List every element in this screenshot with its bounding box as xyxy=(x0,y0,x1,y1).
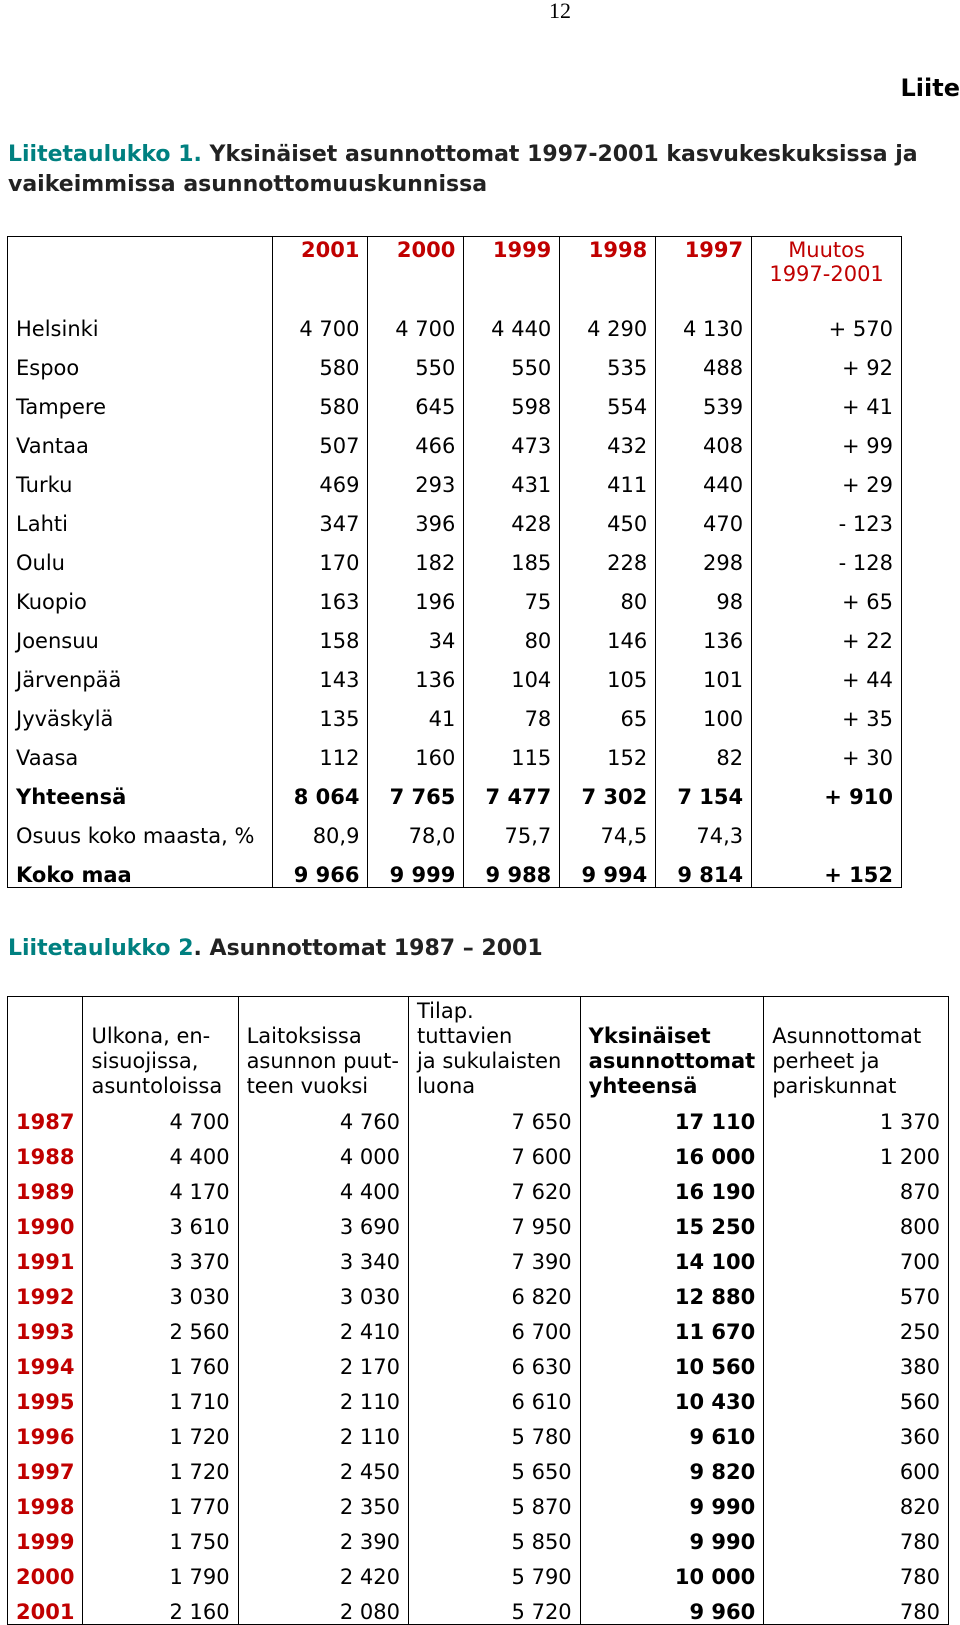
value-cell: 7 950 xyxy=(408,1204,580,1239)
value-cell: 135 xyxy=(272,692,368,731)
value-cell: 5 650 xyxy=(408,1449,580,1484)
table2-row xyxy=(8,1169,949,1204)
table2-col-header xyxy=(83,997,238,1100)
year-cell: 1994 xyxy=(8,1344,83,1379)
value-cell: 6 700 xyxy=(408,1309,580,1344)
value-cell: 2 410 xyxy=(238,1309,408,1344)
table1 xyxy=(7,236,902,888)
table1-year-header: 2000 xyxy=(368,237,464,303)
row-label: Oulu xyxy=(8,536,273,575)
value-cell: 82 xyxy=(656,731,752,770)
value-cell: 488 xyxy=(656,341,752,380)
table1-row xyxy=(8,536,902,575)
header-line: yhteensä xyxy=(589,1074,698,1098)
table1-body xyxy=(8,302,902,888)
table2-caption-text: . Asunnottomat 1987 – 2001 xyxy=(194,936,543,961)
value-cell: 347 xyxy=(272,497,368,536)
value-cell: 4 290 xyxy=(560,302,656,341)
appendix-title: Liite xyxy=(901,74,960,102)
year-cell: 1990 xyxy=(8,1204,83,1239)
table1-caption xyxy=(8,140,958,200)
value-cell: 598 xyxy=(464,380,560,419)
value-cell: 6 610 xyxy=(408,1379,580,1414)
value-cell: 293 xyxy=(368,458,464,497)
year-cell: 1992 xyxy=(8,1274,83,1309)
value-cell: 440 xyxy=(656,458,752,497)
value-cell: 1 710 xyxy=(83,1379,238,1414)
value-cell: 7 765 xyxy=(368,770,464,809)
value-cell: 196 xyxy=(368,575,464,614)
value-cell: 12 880 xyxy=(580,1274,764,1309)
value-cell: 146 xyxy=(560,614,656,653)
value-cell: 298 xyxy=(656,536,752,575)
table2-row xyxy=(8,1099,949,1134)
value-cell: 152 xyxy=(560,731,656,770)
table1-year-header: 1999 xyxy=(464,237,560,303)
table1-row xyxy=(8,614,902,653)
value-cell: 700 xyxy=(764,1239,949,1274)
table1-row xyxy=(8,731,902,770)
value-cell: 820 xyxy=(764,1484,949,1519)
row-label: Lahti xyxy=(8,497,273,536)
value-cell: 9 999 xyxy=(368,848,464,888)
value-cell: 143 xyxy=(272,653,368,692)
table1-row xyxy=(8,341,902,380)
table1-row xyxy=(8,497,902,536)
value-cell: 250 xyxy=(764,1309,949,1344)
year-cell: 1995 xyxy=(8,1379,83,1414)
table1-row xyxy=(8,770,902,809)
value-cell: 469 xyxy=(272,458,368,497)
value-cell: 360 xyxy=(764,1414,949,1449)
value-cell: 9 990 xyxy=(580,1519,764,1554)
header-line: ja sukulaisten xyxy=(417,1049,561,1073)
value-cell: 428 xyxy=(464,497,560,536)
table2-row xyxy=(8,1449,949,1484)
value-cell: 7 154 xyxy=(656,770,752,809)
table1-row xyxy=(8,653,902,692)
header-line: Asunnottomat xyxy=(772,1024,921,1048)
value-cell: 10 560 xyxy=(580,1344,764,1379)
value-cell: 158 xyxy=(272,614,368,653)
header-line: sisuojissa, xyxy=(91,1049,198,1073)
value-cell: 78,0 xyxy=(368,809,464,848)
header-line: asuntoloissa xyxy=(91,1074,222,1098)
value-cell: 4 760 xyxy=(238,1099,408,1134)
value-cell: 411 xyxy=(560,458,656,497)
value-cell: 9 960 xyxy=(580,1589,764,1625)
value-cell: 80 xyxy=(464,614,560,653)
value-cell: 466 xyxy=(368,419,464,458)
row-label: Vaasa xyxy=(8,731,273,770)
table2-row xyxy=(8,1344,949,1379)
table2 xyxy=(7,996,949,1625)
value-cell: 9 820 xyxy=(580,1449,764,1484)
value-cell: 2 450 xyxy=(238,1449,408,1484)
table2-row xyxy=(8,1239,949,1274)
change-cell: + 22 xyxy=(752,614,902,653)
value-cell: 645 xyxy=(368,380,464,419)
table2-row xyxy=(8,1554,949,1589)
value-cell: 8 064 xyxy=(272,770,368,809)
table2-caption-label: Liitetaulukko 2 xyxy=(8,936,194,961)
value-cell: 550 xyxy=(368,341,464,380)
value-cell: 78 xyxy=(464,692,560,731)
value-cell: 2 390 xyxy=(238,1519,408,1554)
value-cell: 80 xyxy=(560,575,656,614)
change-cell: + 30 xyxy=(752,731,902,770)
table1-year-header: 1998 xyxy=(560,237,656,303)
value-cell: 185 xyxy=(464,536,560,575)
value-cell: 34 xyxy=(368,614,464,653)
value-cell: 115 xyxy=(464,731,560,770)
value-cell: 3 690 xyxy=(238,1204,408,1239)
row-label: Vantaa xyxy=(8,419,273,458)
table2-col-header xyxy=(764,997,949,1100)
value-cell: 870 xyxy=(764,1169,949,1204)
value-cell: 2 350 xyxy=(238,1484,408,1519)
change-cell: + 99 xyxy=(752,419,902,458)
value-cell: 4 700 xyxy=(272,302,368,341)
value-cell: 550 xyxy=(464,341,560,380)
value-cell: 7 600 xyxy=(408,1134,580,1169)
header-line: asunnon puut- xyxy=(247,1049,399,1073)
value-cell: 182 xyxy=(368,536,464,575)
value-cell: 11 670 xyxy=(580,1309,764,1344)
header-line: asunnottomat xyxy=(589,1049,756,1073)
year-cell: 1996 xyxy=(8,1414,83,1449)
table2-row xyxy=(8,1379,949,1414)
value-cell: 101 xyxy=(656,653,752,692)
row-label: Jyväskylä xyxy=(8,692,273,731)
value-cell: 100 xyxy=(656,692,752,731)
value-cell: 3 610 xyxy=(83,1204,238,1239)
value-cell: 2 110 xyxy=(238,1379,408,1414)
change-cell: - 128 xyxy=(752,536,902,575)
table1-row xyxy=(8,380,902,419)
value-cell: 2 080 xyxy=(238,1589,408,1625)
value-cell: 5 870 xyxy=(408,1484,580,1519)
value-cell: 4 700 xyxy=(368,302,464,341)
table1-row xyxy=(8,575,902,614)
value-cell: 4 400 xyxy=(238,1169,408,1204)
value-cell: 75 xyxy=(464,575,560,614)
table1-change-header xyxy=(752,237,902,303)
header-line: pariskunnat xyxy=(772,1074,896,1098)
table2-header-blank xyxy=(8,997,83,1100)
row-label: Turku xyxy=(8,458,273,497)
change-cell: + 35 xyxy=(752,692,902,731)
year-cell: 1991 xyxy=(8,1239,83,1274)
row-label: Helsinki xyxy=(8,302,273,341)
year-cell: 1993 xyxy=(8,1309,83,1344)
year-cell: 2001 xyxy=(8,1589,83,1625)
value-cell: 9 966 xyxy=(272,848,368,888)
value-cell: 780 xyxy=(764,1554,949,1589)
value-cell: 1 720 xyxy=(83,1414,238,1449)
header-line: perheet ja xyxy=(772,1049,879,1073)
table1-row xyxy=(8,692,902,731)
table1-caption-label: Liitetaulukko 1. xyxy=(8,142,202,167)
value-cell: 17 110 xyxy=(580,1099,764,1134)
value-cell: 3 030 xyxy=(238,1274,408,1309)
value-cell: 5 780 xyxy=(408,1414,580,1449)
value-cell: 4 130 xyxy=(656,302,752,341)
value-cell: 9 814 xyxy=(656,848,752,888)
value-cell: 1 370 xyxy=(764,1099,949,1134)
value-cell: 105 xyxy=(560,653,656,692)
header-line: Laitoksissa xyxy=(247,1024,362,1048)
value-cell: 5 790 xyxy=(408,1554,580,1589)
value-cell: 7 302 xyxy=(560,770,656,809)
value-cell: 2 420 xyxy=(238,1554,408,1589)
value-cell: 163 xyxy=(272,575,368,614)
table2-header-row xyxy=(8,997,949,1100)
value-cell: 9 990 xyxy=(580,1484,764,1519)
value-cell: 473 xyxy=(464,419,560,458)
table2-row xyxy=(8,1274,949,1309)
table1-year-header: 2001 xyxy=(272,237,368,303)
table2-col-header xyxy=(580,997,764,1100)
value-cell: 580 xyxy=(272,380,368,419)
value-cell: 780 xyxy=(764,1589,949,1625)
header-line: Yksinäiset xyxy=(589,1024,711,1048)
table2-row xyxy=(8,1309,949,1344)
value-cell: 2 560 xyxy=(83,1309,238,1344)
table1-row xyxy=(8,458,902,497)
value-cell: 2 170 xyxy=(238,1344,408,1379)
value-cell: 65 xyxy=(560,692,656,731)
value-cell: 507 xyxy=(272,419,368,458)
table2-body xyxy=(8,1099,949,1625)
year-cell: 1987 xyxy=(8,1099,83,1134)
value-cell: 580 xyxy=(272,341,368,380)
change-header-line1: Muutos xyxy=(788,238,865,262)
value-cell: 780 xyxy=(764,1519,949,1554)
value-cell: 1 720 xyxy=(83,1449,238,1484)
header-line: Ulkona, en- xyxy=(91,1024,210,1048)
table2-row xyxy=(8,1589,949,1625)
table1-header-row xyxy=(8,237,902,303)
value-cell: 7 620 xyxy=(408,1169,580,1204)
value-cell: 570 xyxy=(764,1274,949,1309)
change-cell: + 910 xyxy=(752,770,902,809)
value-cell: 1 760 xyxy=(83,1344,238,1379)
table2-row xyxy=(8,1204,949,1239)
value-cell: 9 988 xyxy=(464,848,560,888)
value-cell: 9 994 xyxy=(560,848,656,888)
table1-caption-text: Yksinäiset asunnottomat 1997-2001 kasvukeskuksissa ja vaikeimmissa asunnottomuuskunnissa xyxy=(8,142,918,197)
value-cell: 74,3 xyxy=(656,809,752,848)
value-cell: 408 xyxy=(656,419,752,458)
value-cell: 14 100 xyxy=(580,1239,764,1274)
value-cell: 170 xyxy=(272,536,368,575)
value-cell: 1 200 xyxy=(764,1134,949,1169)
table1-row xyxy=(8,809,902,848)
value-cell: 7 477 xyxy=(464,770,560,809)
value-cell: 160 xyxy=(368,731,464,770)
value-cell: 9 610 xyxy=(580,1414,764,1449)
value-cell: 450 xyxy=(560,497,656,536)
row-label: Joensuu xyxy=(8,614,273,653)
change-cell: + 44 xyxy=(752,653,902,692)
change-cell: + 92 xyxy=(752,341,902,380)
change-cell: + 570 xyxy=(752,302,902,341)
change-cell xyxy=(752,809,902,848)
value-cell: 3 370 xyxy=(83,1239,238,1274)
table1-row xyxy=(8,419,902,458)
year-cell: 2000 xyxy=(8,1554,83,1589)
table1-year-header: 1997 xyxy=(656,237,752,303)
change-cell: + 41 xyxy=(752,380,902,419)
row-label: Kuopio xyxy=(8,575,273,614)
row-label: Espoo xyxy=(8,341,273,380)
table1-header-blank xyxy=(8,237,273,303)
value-cell: 1 790 xyxy=(83,1554,238,1589)
value-cell: 431 xyxy=(464,458,560,497)
value-cell: 396 xyxy=(368,497,464,536)
row-label: Osuus koko maasta, % xyxy=(8,809,273,848)
value-cell: 6 820 xyxy=(408,1274,580,1309)
header-line: luona xyxy=(417,1074,475,1098)
value-cell: 800 xyxy=(764,1204,949,1239)
value-cell: 16 190 xyxy=(580,1169,764,1204)
value-cell: 5 720 xyxy=(408,1589,580,1625)
change-cell: + 152 xyxy=(752,848,902,888)
change-header-line2: 1997-2001 xyxy=(769,262,883,286)
value-cell: 41 xyxy=(368,692,464,731)
value-cell: 10 000 xyxy=(580,1554,764,1589)
value-cell: 4 000 xyxy=(238,1134,408,1169)
value-cell: 80,9 xyxy=(272,809,368,848)
change-cell: - 123 xyxy=(752,497,902,536)
table2-row xyxy=(8,1414,949,1449)
value-cell: 7 390 xyxy=(408,1239,580,1274)
value-cell: 2 160 xyxy=(83,1589,238,1625)
value-cell: 4 170 xyxy=(83,1169,238,1204)
value-cell: 5 850 xyxy=(408,1519,580,1554)
value-cell: 15 250 xyxy=(580,1204,764,1239)
table2-row xyxy=(8,1134,949,1169)
page-number: 12 xyxy=(0,0,960,24)
value-cell: 4 440 xyxy=(464,302,560,341)
header-line: teen vuoksi xyxy=(247,1074,369,1098)
value-cell: 98 xyxy=(656,575,752,614)
table1-row xyxy=(8,302,902,341)
table2-row xyxy=(8,1519,949,1554)
value-cell: 112 xyxy=(272,731,368,770)
value-cell: 3 340 xyxy=(238,1239,408,1274)
value-cell: 1 770 xyxy=(83,1484,238,1519)
value-cell: 75,7 xyxy=(464,809,560,848)
year-cell: 1989 xyxy=(8,1169,83,1204)
value-cell: 4 700 xyxy=(83,1099,238,1134)
value-cell: 136 xyxy=(368,653,464,692)
value-cell: 539 xyxy=(656,380,752,419)
value-cell: 3 030 xyxy=(83,1274,238,1309)
value-cell: 560 xyxy=(764,1379,949,1414)
row-label: Yhteensä xyxy=(8,770,273,809)
header-line: Tilap. tuttavien xyxy=(417,999,512,1048)
year-cell: 1998 xyxy=(8,1484,83,1519)
value-cell: 470 xyxy=(656,497,752,536)
value-cell: 136 xyxy=(656,614,752,653)
value-cell: 6 630 xyxy=(408,1344,580,1379)
value-cell: 10 430 xyxy=(580,1379,764,1414)
value-cell: 554 xyxy=(560,380,656,419)
row-label: Järvenpää xyxy=(8,653,273,692)
row-label: Koko maa xyxy=(8,848,273,888)
table2-row xyxy=(8,1484,949,1519)
table1-row xyxy=(8,848,902,888)
value-cell: 1 750 xyxy=(83,1519,238,1554)
value-cell: 228 xyxy=(560,536,656,575)
table2-col-header xyxy=(238,997,408,1100)
table2-caption xyxy=(8,934,543,964)
value-cell: 104 xyxy=(464,653,560,692)
value-cell: 7 650 xyxy=(408,1099,580,1134)
value-cell: 4 400 xyxy=(83,1134,238,1169)
year-cell: 1997 xyxy=(8,1449,83,1484)
value-cell: 16 000 xyxy=(580,1134,764,1169)
change-cell: + 65 xyxy=(752,575,902,614)
value-cell: 74,5 xyxy=(560,809,656,848)
row-label: Tampere xyxy=(8,380,273,419)
year-cell: 1999 xyxy=(8,1519,83,1554)
value-cell: 600 xyxy=(764,1449,949,1484)
change-cell: + 29 xyxy=(752,458,902,497)
year-cell: 1988 xyxy=(8,1134,83,1169)
value-cell: 432 xyxy=(560,419,656,458)
value-cell: 380 xyxy=(764,1344,949,1379)
table2-col-header xyxy=(408,997,580,1100)
value-cell: 535 xyxy=(560,341,656,380)
value-cell: 2 110 xyxy=(238,1414,408,1449)
